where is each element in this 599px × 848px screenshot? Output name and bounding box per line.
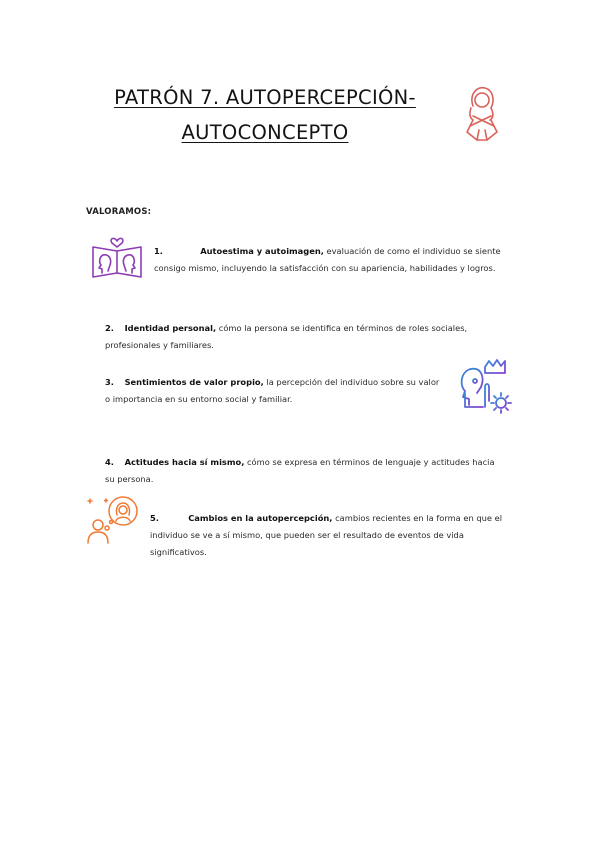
item-description: la percepción del individuo sobre su valor o importancia en su entorno social y familiar. <box>105 377 440 404</box>
self-growth-crown-gear-icon <box>455 357 513 415</box>
item-description: cómo se expresa en términos de lenguaje y actitudes hacia su persona. <box>105 457 495 484</box>
item-number: 2. <box>105 323 114 333</box>
item-number: 1. <box>154 246 163 256</box>
item-number: 5. <box>150 513 159 523</box>
section-label: VALORAMOS: <box>86 207 152 217</box>
list-item-1 <box>154 243 519 277</box>
item-term: Sentimientos de valor propio, <box>124 377 264 387</box>
list-item-2 <box>105 320 485 354</box>
item-term: Cambios en la autopercepción, <box>188 513 333 523</box>
list-item-5 <box>150 510 520 561</box>
mirror-faces-heart-icon <box>90 231 144 279</box>
page-title-line-2: AUTOCONCEPTO <box>181 121 349 144</box>
item-number: 4. <box>105 457 114 467</box>
item-term: Actitudes hacia sí mismo, <box>124 457 245 467</box>
list-item-3 <box>105 374 440 408</box>
thinking-self-reflection-icon <box>84 495 142 545</box>
item-term: Autoestima y autoimagen, <box>200 246 324 256</box>
item-number: 3. <box>105 377 114 387</box>
list-item-4 <box>105 454 505 488</box>
item-description: cómo la persona se identifica en términos de roles sociales, profesionales y familiares. <box>105 323 468 350</box>
self-hug-woman-icon <box>461 84 503 142</box>
item-description: cambios recientes en la forma en que el individuo se ve a sí mismo, que pueden ser el resultado de eventos de vida significativos. <box>150 513 503 557</box>
item-term: Identidad personal, <box>124 323 217 333</box>
item-description: evaluación de como el individuo se siente consigo mismo, incluyendo la satisfacción con su apariencia, habilidades y logros. <box>154 246 501 273</box>
page-title-line-1: PATRÓN 7. AUTOPERCEPCIÓN- <box>114 86 416 109</box>
